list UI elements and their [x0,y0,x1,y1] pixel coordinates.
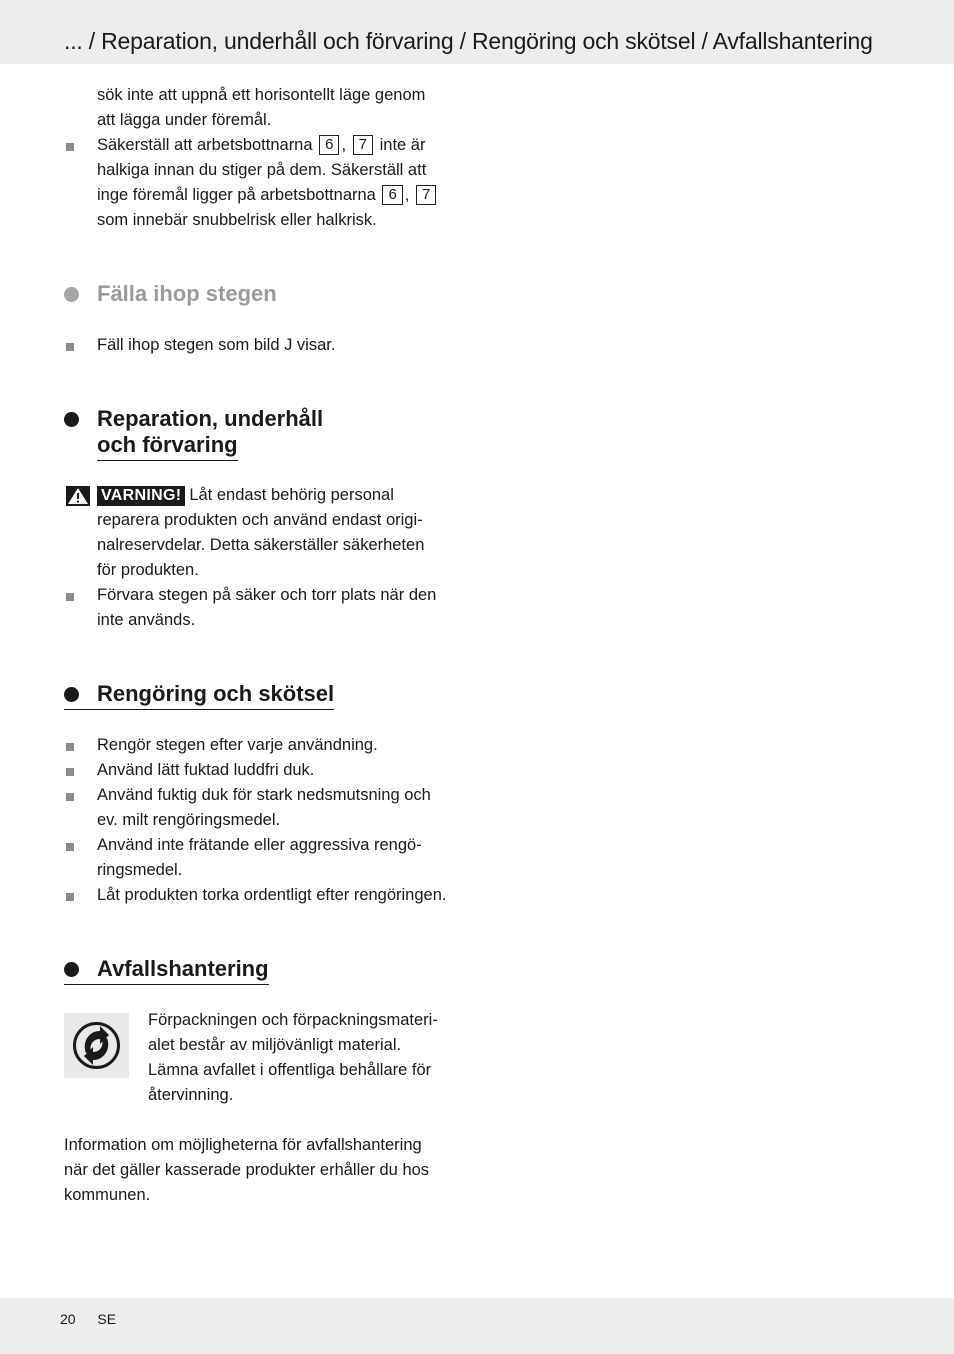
bullet-dot-icon [64,412,79,427]
folding-block [64,333,464,358]
packaging-block: Förpackningen och förpackningsmateri- alet består av miljövänligt material. Lämna avfallet i offentliga behållare för återvinning. [148,1011,438,1104]
page-number: 20 [60,1311,76,1327]
list-item: Låt produkten torka ordentligt efter rengöringen. [64,883,464,908]
list-item: Fäll ihop stegen som bild J visar. [64,333,464,358]
bullet-square-icon [66,768,74,776]
intro-line: sök inte att uppnå ett horisontellt läge genom [97,86,426,104]
section-heading-repair: Reparation, underhåll och förvaring [64,406,323,461]
bullet-dot-icon [64,687,79,702]
warning-triangle-icon [66,486,90,506]
part-ref-7: 7 [416,185,436,205]
list-item: Förvara stegen på säker och torr plats när den inte används. [64,583,464,633]
list-item: Använd fuktig duk för stark nedsmutsning och ev. milt rengöringsmedel. [64,783,464,833]
part-ref-6: 6 [382,185,402,205]
bullet-square-icon [66,793,74,801]
breadcrumb: ... / Reparation, underhåll och förvaring / Rengöring och skötsel / Avfallshantering [64,28,873,54]
section-heading-cleaning: Rengöring och skötsel [64,681,334,710]
intro-line: att lägga under föremål. [97,111,272,129]
repair-block [64,483,464,633]
part-ref-6: 6 [319,135,339,155]
bullet-square-icon [66,343,74,351]
list-item: Rengör stegen efter varje användning. [64,733,464,758]
disposal-info: Information om möjligheterna för avfallshantering när det gäller kasserade produkter erhåller du hos kommunen. [64,1136,430,1204]
intro-block [64,83,464,233]
list-item: Använd lätt fuktad luddfri duk. [64,758,464,783]
page-footer [0,1298,954,1354]
list-item: Använd inte frätande eller aggressiva rengö- ringsmedel. [64,833,464,883]
section-heading-disposal: Avfallshantering [64,956,269,985]
section-heading-folding: Fälla ihop stegen [64,281,277,307]
green-dot-recycling-icon [64,1013,129,1078]
bullet-square-icon [66,893,74,901]
warning-item: VARNING! Låt endast behörig personal reparera produkten och använd endast origi- nalreservdelar. Detta säkerställer säkerheten för produkten. [64,483,464,583]
bullet-square-icon [66,743,74,751]
cleaning-list [64,733,464,908]
bullet-square-icon [66,843,74,851]
bullet-square-icon [66,593,74,601]
list-item: Säkerställ att arbetsbottnarna 6 , 7 inte är halkiga innan du stiger på dem. Säkerställ att inge föremål ligger på arbetsbottnarna 6 , 7 som innebär snubbelrisk eller halkrisk. [64,133,464,233]
part-ref-7: 7 [353,135,373,155]
language-code: SE [97,1311,117,1327]
bullet-square-icon [66,143,74,151]
bullet-dot-icon [64,962,79,977]
bullet-dot-icon [64,287,79,302]
warning-label: VARNING! [97,486,185,506]
page-footer-label [60,1310,116,1328]
